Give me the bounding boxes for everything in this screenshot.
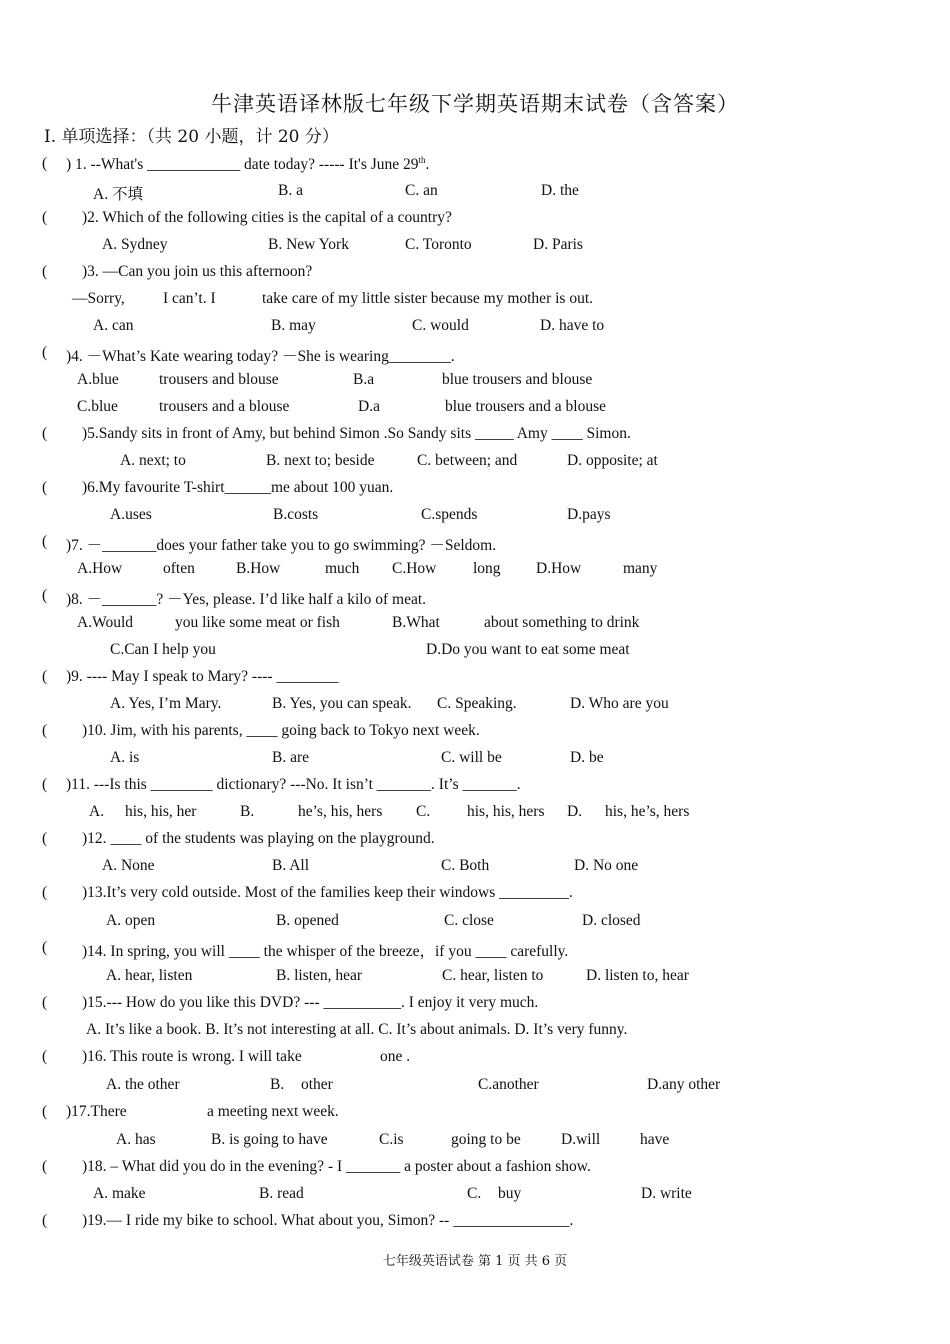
question-11-stem: )11. ---Is this ________ dictionary? ---No. It isn’t _______. It’s _______. (66, 776, 521, 793)
q10-option-b: B. are (272, 749, 310, 766)
q3-reply-part1: —Sorry, (72, 290, 125, 307)
q14-option-a: A. hear, listen (106, 967, 193, 984)
question-2-stem: )2. Which of the following cities is the capital of a country? (82, 209, 452, 226)
q10-option-d: D. be (570, 749, 604, 766)
q17-option-c-letter: C.is (379, 1131, 404, 1148)
q4-option-b-text: blue trousers and blouse (442, 371, 593, 388)
q2-option-a: A. Sydney (102, 236, 168, 253)
q18-option-d: D. write (641, 1185, 692, 1202)
question-15-stem: )15.--- How do you like this DVD? --- __________. I enjoy it very much. (82, 994, 539, 1011)
answer-paren: ( (42, 1212, 48, 1229)
question-4-stem: )4. －What’s Kate wearing today? －She is wearing________. (66, 348, 455, 365)
q5-option-a: A. next; to (120, 452, 186, 469)
q14-option-b: B. listen, hear (276, 967, 363, 984)
q2-option-d: D. Paris (533, 236, 583, 253)
q4-option-c-letter: C.blue (77, 398, 118, 415)
question-13-stem: )13.It’s very cold outside. Most of the families keep their windows _________. (82, 884, 573, 901)
q3-option-d: D. have to (540, 317, 605, 334)
q8-option-c: C.Can I help you (110, 641, 216, 658)
q18-option-c-letter: C. (467, 1185, 482, 1202)
question-6-stem: )6.My favourite T-shirt______me about 100 yuan. (82, 479, 394, 496)
q9-option-c: C. Speaking. (437, 695, 517, 712)
question-16-stem: )16. This route is wrong. I will take (82, 1048, 302, 1065)
q2-option-c: C. Toronto (405, 236, 472, 253)
q6-option-d: D.pays (567, 506, 611, 523)
answer-paren: ( (42, 994, 48, 1011)
q7-option-a-text: often (163, 560, 195, 577)
answer-paren: ( (42, 425, 48, 442)
q2-option-b: B. New York (268, 236, 349, 253)
q7-option-b-letter: B.How (236, 560, 281, 577)
q16-option-a: A. the other (106, 1076, 180, 1093)
q16-option-b-text: other (301, 1076, 333, 1093)
answer-paren: ( (42, 533, 48, 550)
q11-option-b-letter: B. (240, 803, 255, 820)
q9-option-d: D. Who are you (570, 695, 669, 712)
question-19-stem: )19.— I ride my bike to school. What about you, Simon? -- _______________. (82, 1212, 574, 1229)
q4-option-b-letter: B.a (353, 371, 375, 388)
question-17-stem-end: a meeting next week. (207, 1103, 339, 1120)
q11-option-c-text: his, his, hers (467, 803, 545, 820)
question-9-stem: )9. ---- May I speak to Mary? ---- ________ (66, 668, 339, 685)
answer-paren: ( (42, 209, 48, 226)
q13-option-b: B. opened (276, 912, 339, 929)
q11-option-d-letter: D. (567, 803, 583, 820)
question-5-stem: )5.Sandy sits in front of Amy, but behind Simon .So Sandy sits _____ Amy ____ Simon. (82, 425, 631, 442)
answer-paren: ( (42, 344, 48, 361)
q17-option-b: B. is going to have (211, 1131, 328, 1148)
question-1-stem: ) 1. --What's ____________ date today? ----- It's June 29th. (66, 155, 430, 174)
answer-paren: ( (42, 884, 48, 901)
q10-option-a: A. is (110, 749, 140, 766)
q16-option-d: D.any other (647, 1076, 721, 1093)
q1-option-b: B. a (278, 182, 303, 199)
answer-paren: ( (42, 1048, 48, 1065)
answer-paren: ( (42, 722, 48, 739)
q16-option-b-letter: B. (270, 1076, 285, 1093)
q4-option-a-letter: A.blue (77, 371, 119, 388)
q8-option-a-text: you like some meat or fish (175, 614, 340, 631)
answer-paren: ( (42, 668, 48, 685)
q11-option-c-letter: C. (416, 803, 431, 820)
q14-option-d: D. listen to, hear (586, 967, 689, 984)
q3-option-a: A. can (93, 317, 134, 334)
q6-option-b: B.costs (273, 506, 319, 523)
page-title: 牛津英语译林版七年级下学期英语期末试卷（含答案） (211, 92, 739, 116)
q12-option-a: A. None (102, 857, 155, 874)
q11-option-a-letter: A. (89, 803, 105, 820)
q18-option-b: B. read (259, 1185, 304, 1202)
answer-paren: ( (42, 479, 48, 496)
q4-option-a-text: trousers and blouse (159, 371, 279, 388)
q16-option-c: C.another (478, 1076, 539, 1093)
q8-option-b-letter: B.What (392, 614, 440, 631)
q13-option-a: A. open (106, 912, 156, 929)
q17-option-a: A. has (116, 1131, 156, 1148)
q6-option-a: A.uses (110, 506, 152, 523)
q11-option-d-text: his, he’s, hers (605, 803, 690, 820)
q11-option-b-text: he’s, his, hers (298, 803, 383, 820)
question-7-stem: )7. －_______does your father take you to go swimming? －Seldom. (66, 537, 497, 554)
answer-paren: ( (42, 830, 48, 847)
q4-option-d-text: blue trousers and a blouse (445, 398, 606, 415)
page-footer: 七年级英语试卷 第 1 页 共 6 页 (382, 1254, 568, 1269)
q1-option-c: C. an (405, 182, 438, 199)
q8-option-d: D.Do you want to eat some meat (426, 641, 630, 658)
q7-option-d-letter: D.How (536, 560, 582, 577)
question-12-stem: )12. ____ of the students was playing on the playground. (82, 830, 435, 847)
question-3-stem: )3. —Can you join us this afternoon? (82, 263, 313, 280)
q18-option-c-text: buy (498, 1185, 522, 1202)
q7-option-c-letter: C.How (392, 560, 437, 577)
q1-option-a: A. 不填 (93, 186, 143, 203)
q17-option-c-text: going to be (451, 1131, 521, 1148)
q7-option-b-text: much (325, 560, 360, 577)
q4-option-d-letter: D.a (358, 398, 380, 415)
q5-option-d: D. opposite; at (567, 452, 658, 469)
q7-option-c-text: long (473, 560, 501, 577)
q13-option-d: D. closed (582, 912, 641, 929)
q10-option-c: C. will be (441, 749, 502, 766)
q12-option-b: B. All (272, 857, 310, 874)
q12-option-c: C. Both (441, 857, 490, 874)
answer-paren: ( (42, 776, 48, 793)
q9-option-a: A. Yes, I’m Mary. (110, 695, 222, 712)
q9-option-b: B. Yes, you can speak. (272, 695, 412, 712)
q7-option-d-text: many (623, 560, 658, 577)
q3-option-b: B. may (271, 317, 316, 334)
answer-paren: ( (42, 1103, 48, 1120)
q5-option-c: C. between; and (417, 452, 518, 469)
question-14-stem: )14. In spring, you will ____ the whisper of the breeze，if you ____ carefully. (82, 943, 569, 960)
answer-paren: ( (42, 263, 48, 280)
section-heading: I. 单项选择：（共 20 小题，计 20 分） (44, 127, 339, 147)
q3-reply-part3: take care of my little sister because my mother is out. (262, 290, 593, 307)
q7-option-a-letter: A.How (77, 560, 123, 577)
q3-option-c: C. would (412, 317, 469, 334)
q4-option-c-text: trousers and a blouse (159, 398, 290, 415)
answer-paren: ( (42, 1158, 48, 1175)
question-10-stem: )10. Jim, with his parents, ____ going back to Tokyo next week. (82, 722, 480, 739)
question-17-stem: )17.There (66, 1103, 127, 1120)
q15-options: A. It’s like a book. B. It’s not interesting at all. C. It’s about animals. D. It’s very funny. (86, 1021, 628, 1038)
q12-option-d: D. No one (574, 857, 639, 874)
q3-reply-part2: I can’t. I (163, 290, 216, 307)
question-8-stem: )8. －_______? －Yes, please. I’d like half a kilo of meat. (66, 591, 427, 608)
answer-paren: ( (42, 155, 48, 172)
q11-option-a-text: his, his, her (125, 803, 197, 820)
q14-option-c: C. hear, listen to (442, 967, 544, 984)
question-18-stem: )18. – What did you do in the evening? - I _______ a poster about a fashion show. (82, 1158, 591, 1175)
q8-option-a-letter: A.Would (77, 614, 134, 631)
q17-option-d-text: have (640, 1131, 670, 1148)
q5-option-b: B. next to; beside (266, 452, 375, 469)
answer-paren: ( (42, 939, 48, 956)
q13-option-c: C. close (444, 912, 494, 929)
answer-paren: ( (42, 587, 48, 604)
q6-option-c: C.spends (421, 506, 478, 523)
q8-option-b-text: about something to drink (484, 614, 640, 631)
q18-option-a: A. make (93, 1185, 146, 1202)
q1-option-d: D. the (541, 182, 579, 199)
question-16-stem-end: one . (380, 1048, 411, 1065)
q17-option-d-letter: D.will (561, 1131, 601, 1148)
